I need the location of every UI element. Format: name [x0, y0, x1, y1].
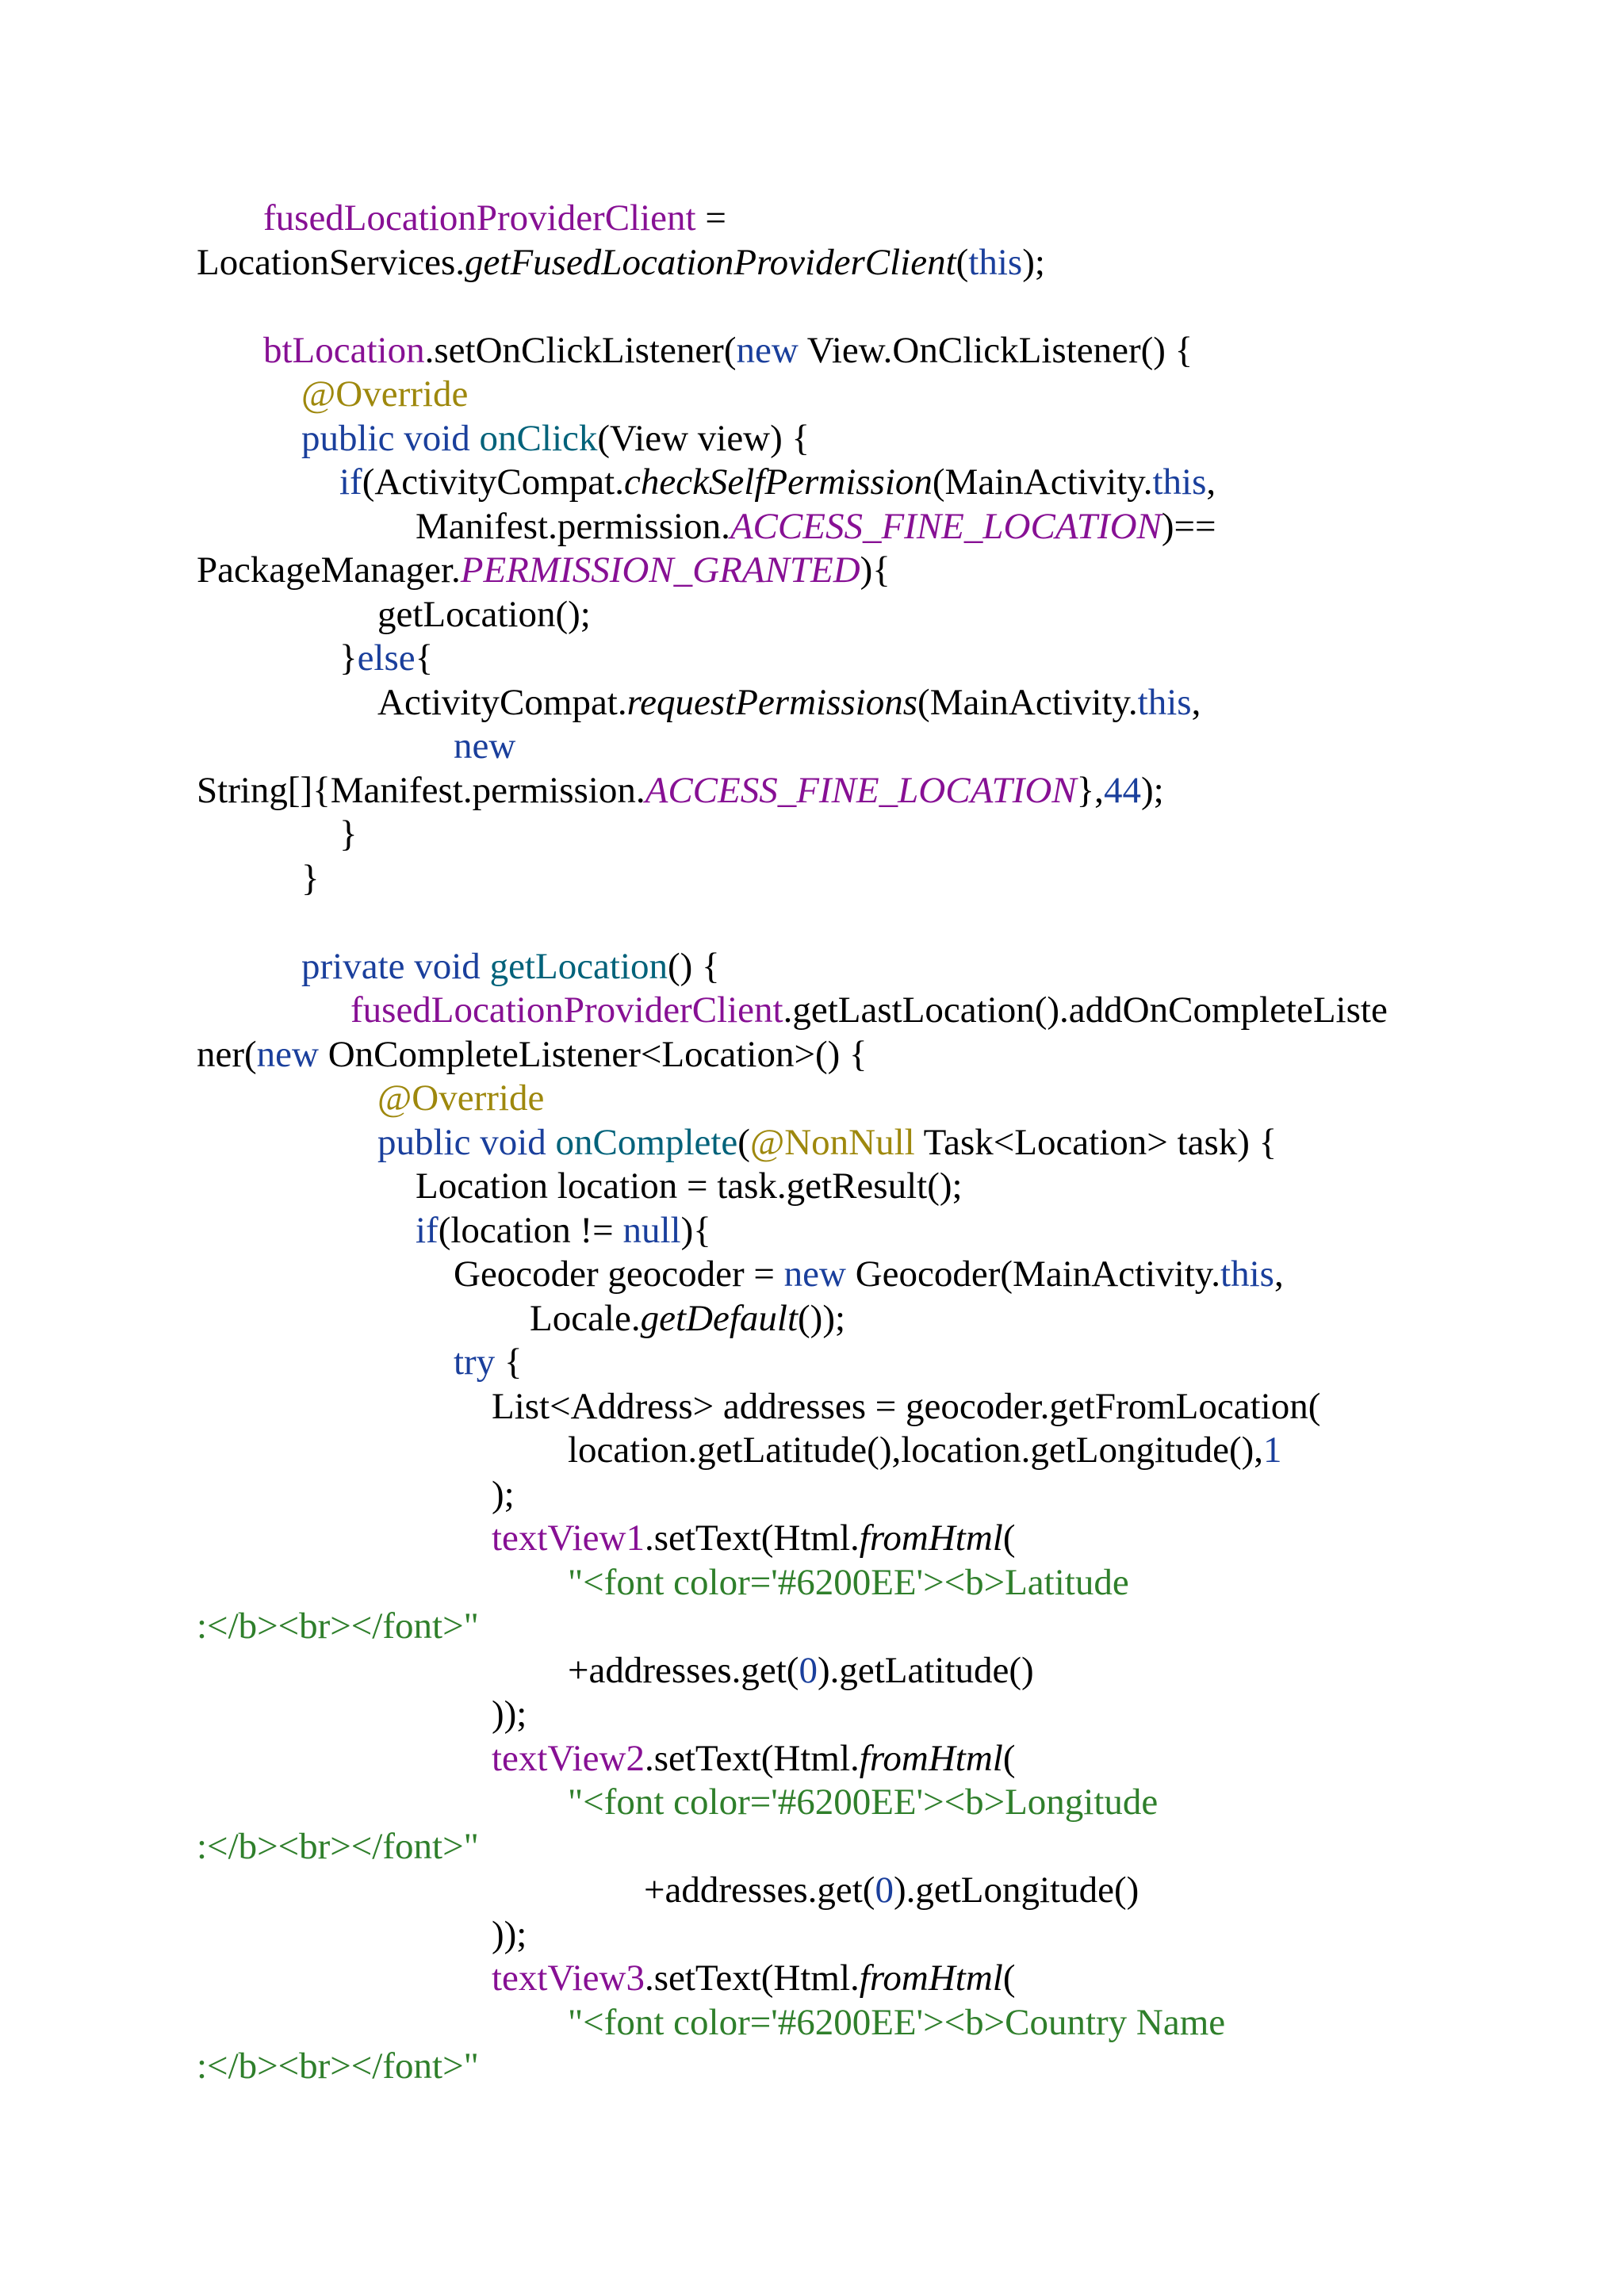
- code-token: 44: [1103, 769, 1141, 811]
- code-token: },: [1076, 769, 1104, 811]
- code-token: LocationServices.: [197, 241, 465, 283]
- code-line: [197, 1033, 1529, 1077]
- code-token: @NonNull: [749, 1121, 915, 1163]
- code-token: getLocation();: [377, 593, 591, 635]
- code-line: [197, 769, 1529, 813]
- code-token: btLocation: [263, 329, 425, 371]
- code-token: Manifest.permission.: [416, 505, 730, 547]
- code-token: OnCompleteListener<Location>() {: [318, 1033, 868, 1075]
- code-token: ());: [798, 1297, 846, 1339]
- code-token: Geocoder(MainActivity.: [845, 1253, 1221, 1295]
- code-token: checkSelfPermission: [623, 461, 933, 503]
- code-line: [197, 285, 1529, 329]
- code-token: this: [968, 241, 1023, 283]
- code-line: [197, 1253, 1529, 1297]
- code-token: (: [1002, 1517, 1016, 1559]
- code-token: .setOnClickListener(: [424, 329, 737, 371]
- code-token: Location location = task.getResult();: [416, 1165, 963, 1207]
- code-line: [197, 1077, 1529, 1121]
- code-token: public void: [301, 417, 480, 459]
- code-line: [197, 241, 1529, 285]
- code-token: ){: [680, 1209, 711, 1251]
- code-token: }: [339, 637, 358, 679]
- code-token: fusedLocationProviderClient: [350, 989, 783, 1031]
- code-token: fromHtml: [859, 1517, 1003, 1559]
- code-line: [197, 1121, 1529, 1165]
- code-token: .setText(Html.: [644, 1737, 860, 1779]
- code-token: new: [454, 725, 516, 767]
- code-token: () {: [668, 945, 720, 987]
- code-token: textView2: [492, 1737, 645, 1779]
- code-token: if: [416, 1209, 439, 1251]
- code-token: this: [1220, 1253, 1274, 1295]
- code-token: ,: [1206, 461, 1216, 503]
- code-line: [197, 1693, 1529, 1737]
- code-token: );: [1022, 241, 1045, 283]
- code-line: [197, 989, 1529, 1033]
- code-line: [197, 1385, 1529, 1429]
- code-token: Geocoder geocoder =: [454, 1253, 784, 1295]
- code-line: [197, 1429, 1529, 1473]
- code-token: else: [357, 637, 416, 679]
- code-token: fusedLocationProviderClient: [263, 197, 696, 239]
- code-token: {: [495, 1341, 523, 1383]
- code-token: (View view) {: [597, 417, 810, 459]
- code-token: PackageManager.: [197, 549, 461, 591]
- code-token: Locale.: [530, 1297, 641, 1339]
- code-token: ActivityCompat.: [377, 681, 627, 723]
- code-token: List<Address> addresses = geocoder.getFromLocation(: [492, 1385, 1321, 1427]
- code-token: :</b><br></font>": [197, 1825, 479, 1867]
- code-token: ).getLatitude(): [817, 1649, 1034, 1691]
- code-line: [197, 1825, 1529, 1869]
- code-line: [197, 945, 1529, 989]
- code-token: (location !=: [438, 1209, 623, 1251]
- code-token: 0: [799, 1649, 818, 1691]
- code-token: );: [1140, 769, 1164, 811]
- code-token: =: [695, 197, 726, 239]
- code-line: [197, 1913, 1529, 1957]
- code-token: Task<Location> task) {: [914, 1121, 1277, 1163]
- code-line: [197, 1517, 1529, 1561]
- code-token: );: [492, 1473, 515, 1515]
- code-token: new: [783, 1253, 846, 1295]
- code-line: [197, 1649, 1529, 1693]
- code-token: ACCESS_FINE_LOCATION: [730, 505, 1162, 547]
- code-line: [197, 505, 1529, 549]
- code-token: ACCESS_FINE_LOCATION: [645, 769, 1077, 811]
- code-line: [197, 1737, 1529, 1781]
- code-token: }: [339, 813, 358, 855]
- code-line: [197, 1869, 1529, 1913]
- code-token: ,: [1274, 1253, 1284, 1295]
- code-line: [197, 2001, 1529, 2045]
- code-token: .setText(Html.: [644, 1517, 860, 1559]
- code-line: [197, 329, 1529, 373]
- code-token: fromHtml: [859, 1957, 1003, 1999]
- code-line: [197, 593, 1529, 637]
- code-token: View.OnClickListener() {: [798, 329, 1193, 371]
- code-token: @Override: [301, 373, 469, 415]
- code-token: null: [622, 1209, 681, 1251]
- code-line: [197, 1605, 1529, 1649]
- code-token: textView3: [492, 1957, 645, 1999]
- code-line: [197, 1561, 1529, 1605]
- code-token: "<font color='#6200EE'><b>Latitude: [568, 1561, 1129, 1603]
- code-token: 0: [875, 1869, 894, 1911]
- code-token: if: [339, 461, 362, 503]
- code-token: :</b><br></font>": [197, 1605, 479, 1647]
- code-token: {: [415, 637, 434, 679]
- code-token: location.getLatitude(),location.getLongitude(),: [568, 1429, 1264, 1471]
- code-token: getFusedLocationProviderClient: [465, 241, 956, 283]
- code-token: private void: [301, 945, 490, 987]
- code-token: textView1: [492, 1517, 645, 1559]
- code-token: .getLastLocation().addOnCompleteListe: [783, 989, 1388, 1031]
- code-token: :</b><br></font>": [197, 2045, 479, 2087]
- code-line: [197, 725, 1529, 769]
- code-block: [197, 197, 1529, 2089]
- code-token: +addresses.get(: [644, 1869, 875, 1911]
- code-token: +addresses.get(: [568, 1649, 799, 1691]
- code-token: PERMISSION_GRANTED: [460, 549, 860, 591]
- code-line: [197, 1209, 1529, 1253]
- code-token: ));: [492, 1693, 527, 1735]
- code-token: public void: [377, 1121, 556, 1163]
- code-token: (: [737, 1121, 750, 1163]
- code-token: (MainActivity.: [917, 681, 1138, 723]
- code-token: ,: [1191, 681, 1201, 723]
- code-line: [197, 1341, 1529, 1385]
- code-token: try: [454, 1341, 496, 1383]
- code-line: [197, 681, 1529, 725]
- code-token: ).getLongitude(): [893, 1869, 1139, 1911]
- code-line: [197, 1165, 1529, 1209]
- code-token: getDefault: [640, 1297, 799, 1339]
- code-token: (: [1002, 1737, 1016, 1779]
- code-line: [197, 373, 1529, 417]
- code-token: .setText(Html.: [644, 1957, 860, 1999]
- code-token: (: [956, 241, 969, 283]
- code-line: [197, 1297, 1529, 1341]
- code-token: 1: [1263, 1429, 1282, 1471]
- code-token: new: [736, 329, 799, 371]
- code-line: [197, 549, 1529, 593]
- code-line: [197, 197, 1529, 241]
- code-line: [197, 813, 1529, 857]
- code-token: getLocation: [489, 945, 668, 987]
- code-token: @Override: [377, 1077, 545, 1119]
- code-token: ner(: [197, 1033, 257, 1075]
- code-token: (MainActivity.: [932, 461, 1153, 503]
- code-line: [197, 2045, 1529, 2089]
- code-token: (: [1002, 1957, 1016, 1999]
- code-token: onClick: [479, 417, 598, 459]
- code-token: fromHtml: [859, 1737, 1003, 1779]
- code-token: )==: [1161, 505, 1216, 547]
- code-token: new: [256, 1033, 319, 1075]
- code-line: [197, 637, 1529, 681]
- code-token: this: [1152, 461, 1207, 503]
- code-token: (ActivityCompat.: [362, 461, 624, 503]
- code-token: ){: [860, 549, 891, 591]
- code-token: requestPermissions: [626, 681, 918, 723]
- code-token: this: [1137, 681, 1192, 723]
- code-line: [197, 461, 1529, 505]
- code-line: [197, 901, 1529, 945]
- code-token: "<font color='#6200EE'><b>Longitude: [568, 1781, 1159, 1823]
- code-token: }: [301, 857, 320, 899]
- code-token: onComplete: [555, 1121, 738, 1163]
- code-line: [197, 857, 1529, 901]
- code-line: [197, 1781, 1529, 1825]
- code-line: [197, 1473, 1529, 1517]
- code-token: "<font color='#6200EE'><b>Country Name: [568, 2001, 1226, 2043]
- code-line: [197, 417, 1529, 461]
- code-token: String[]{Manifest.permission.: [197, 769, 645, 811]
- code-token: ));: [492, 1913, 527, 1955]
- code-line: [197, 1957, 1529, 2001]
